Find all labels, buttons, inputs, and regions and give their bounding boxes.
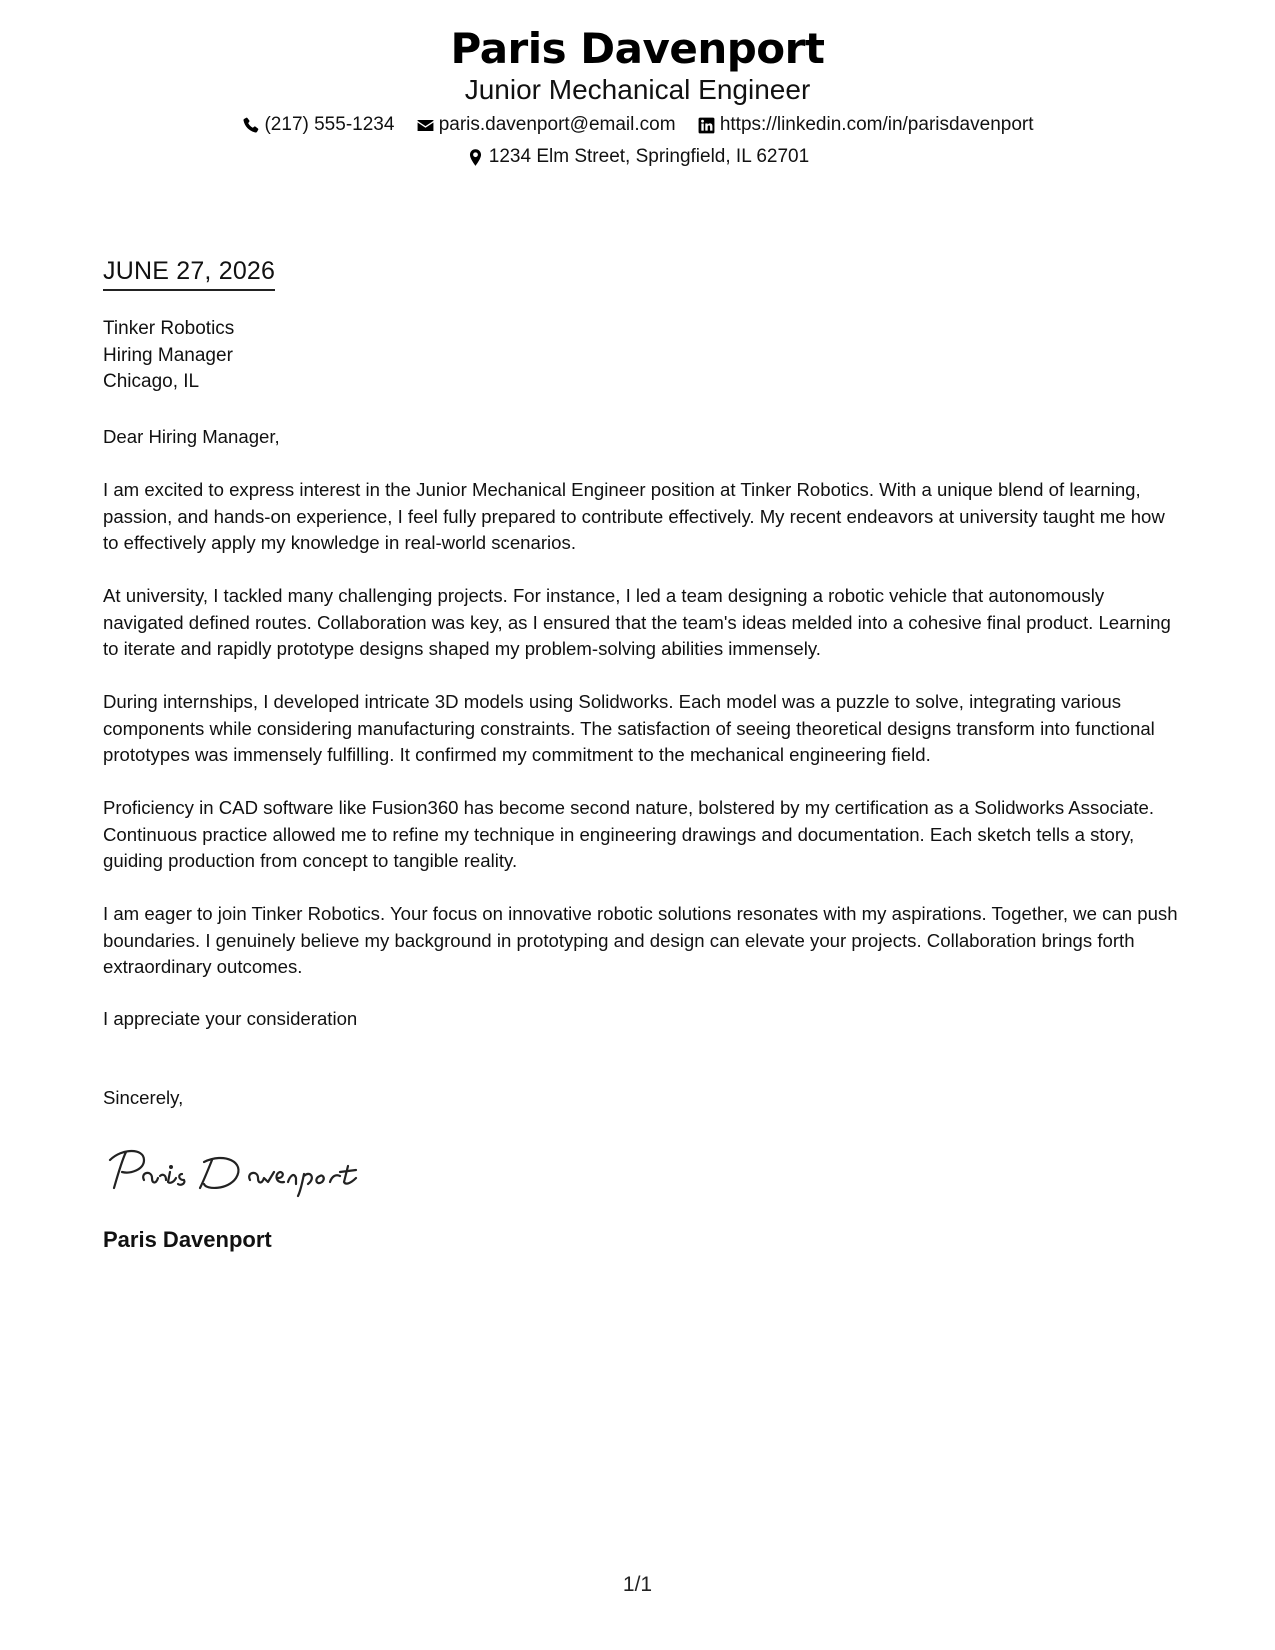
body-paragraph: During internships, I developed intricate 3D models using Solidworks. Each model was a puzzle to solve, integrating various components while considering manufacturing constraints. The satisfaction of seeing theoretical designs transform into functional prototypes was immensely fulfilling. It confirmed my commitment to the mechanical engineering field.	[103, 691, 1155, 765]
page-number: 1/1	[622, 1573, 653, 1596]
contact-address	[466, 145, 809, 169]
applicant-name: Paris Davenport	[450, 24, 825, 73]
linkedin-text: https://linkedin.com/in/parisdavenport	[719, 114, 1034, 135]
signer-name: Paris Davenport	[103, 1227, 272, 1252]
handwritten-signature	[100, 1140, 370, 1200]
recipient-location: Chicago, IL	[103, 371, 200, 392]
letter-date: JUNE 27, 2026	[103, 256, 275, 291]
email-text: paris.davenport@email.com	[438, 114, 676, 135]
contact-phone	[241, 113, 394, 137]
body-paragraph: Proficiency in CAD software like Fusion360 has become second nature, bolstered by my certification as a Solidworks Associate. Continuous practice allowed me to refine my technique in engineering drawings and documentation. Each sketch tells a story, guiding production from concept to tangible reality.	[103, 797, 1155, 871]
body-paragraph: At university, I tackled many challenging projects. For instance, I led a team designing a robotic vehicle that autonomously navigated defined routes. Collaboration was key, as I ensured that the team's ideas melded into a cohesive final product. Learning to iterate and rapidly prototype designs shaped my problem-solving abilities immensely.	[103, 585, 1171, 659]
address-row	[0, 145, 1275, 174]
applicant-title: Junior Mechanical Engineer	[464, 74, 811, 105]
phone-icon	[241, 116, 260, 135]
contact-row	[0, 113, 1275, 142]
envelope-icon	[416, 116, 435, 135]
address-text: 1234 Elm Street, Springfield, IL 62701	[488, 146, 810, 167]
closing: Sincerely,	[103, 1087, 184, 1108]
body-paragraph: I am excited to express interest in the Junior Mechanical Engineer position at Tinker Robotics. With a unique blend of learning, passion, and hands-on experience, I feel fully prepared to contribute effectively. My recent endeavors at university taught me how to effectively apply my knowledge in real-world scenarios.	[103, 479, 1165, 553]
salutation: Dear Hiring Manager,	[103, 426, 280, 447]
recipient-role: Hiring Manager	[103, 344, 233, 366]
body-paragraph: I appreciate your consideration	[103, 1008, 358, 1029]
recipient-company: Tinker Robotics	[103, 318, 235, 339]
linkedin-icon	[697, 116, 716, 135]
body-paragraph: I am eager to join Tinker Robotics. Your focus on innovative robotic solutions resonates with my aspirations. Together, we can push boundaries. I genuinely believe my background in prototyping and design can elevate your projects. Collaboration brings forth extraordinary outcomes.	[103, 903, 1178, 977]
contact-email	[416, 113, 676, 137]
phone-text: (217) 555-1234	[264, 114, 395, 135]
recipient-block	[103, 316, 234, 396]
map-marker-icon	[466, 148, 485, 167]
contact-linkedin	[697, 113, 1034, 137]
